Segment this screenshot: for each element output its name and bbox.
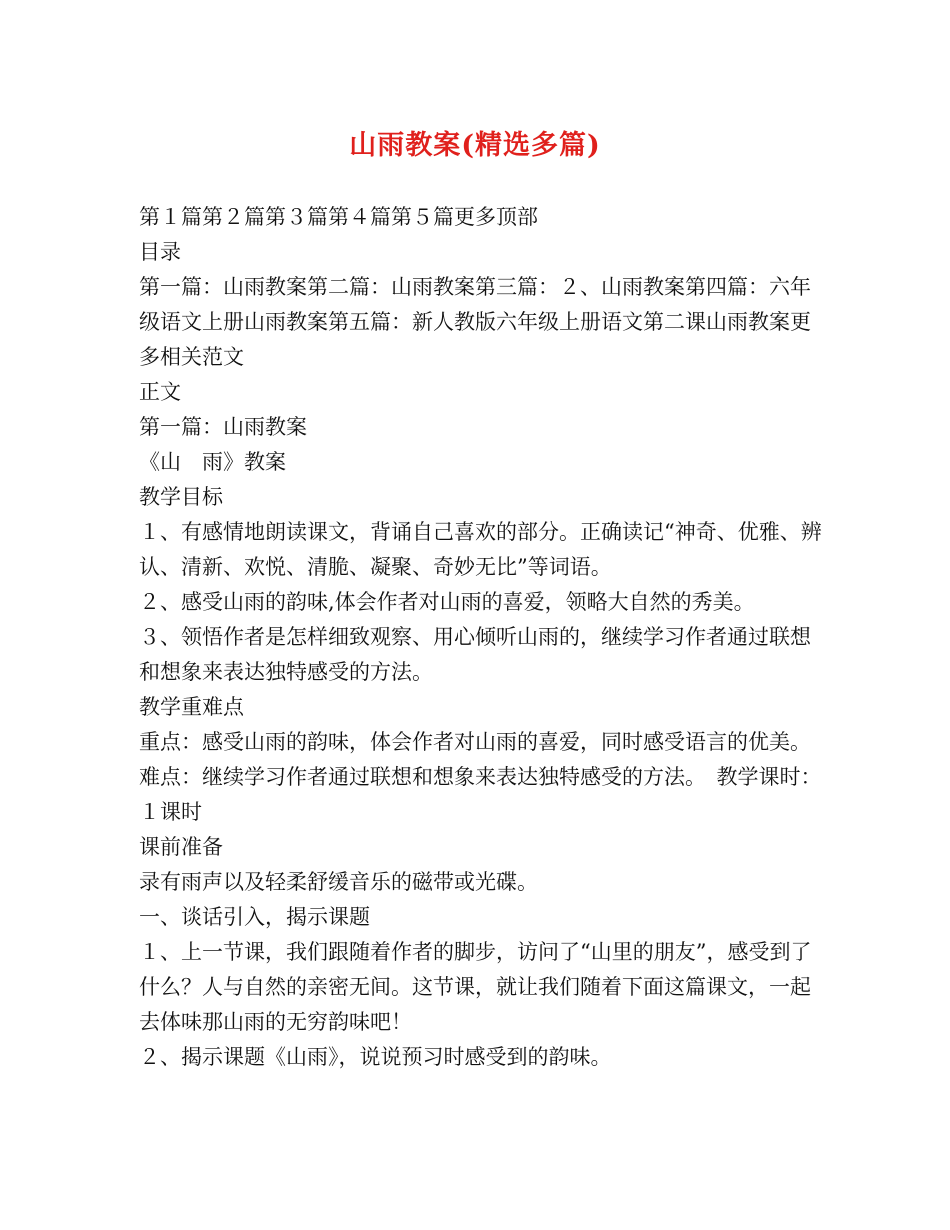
section-nav-links: 第１篇第２篇第３篇第４篇第５篇更多顶部 (139, 205, 538, 229)
intro-item-1: １、上一节课，我们跟随着作者的脚步，访问了“山里的朋友”，感受到了什么？人与自然的亲密无间。这节课，就让我们随着下面这篇课文，一起去体味那山雨的无穷韵味吧！ (139, 940, 812, 1034)
goal-item-1: １、有感情地朗读课文，背诵自己喜欢的部分。正确读记“神奇、优雅、辨认、清新、欢悦、清脆、凝聚、奇妙无比”等词语。 (139, 520, 822, 579)
section-heading-preparation: 课前准备 (139, 835, 223, 859)
chapter-heading: 第一篇：山雨教案 (139, 415, 307, 439)
lesson-title: 《山 雨》教案 (139, 450, 286, 474)
goal-item-2: ２、感受山雨的韵味,体会作者对山雨的喜爱，领略大自然的秀美。 (139, 590, 755, 614)
section-heading-goals: 教学目标 (139, 485, 223, 509)
toc-heading: 目录 (139, 240, 181, 264)
difficult-point: 难点：继续学习作者通过联想和想象来表达独特感受的方法。 教学课时：１课时 (139, 765, 822, 824)
goal-item-3: ３、领悟作者是怎样细致观察、用心倾听山雨的，继续学习作者通过联想和想象来表达独特感受的方法。 (139, 625, 811, 684)
section-heading-key-points: 教学重难点 (139, 695, 244, 719)
toc-content: 第一篇：山雨教案第二篇：山雨教案第三篇：２、山雨教案第四篇：六年级语文上册山雨教案第五篇：新人教版六年级上册语文第二课山雨教案更多相关范文 (139, 275, 811, 369)
main-text-heading: 正文 (139, 380, 181, 404)
preparation-text: 录有雨声以及轻柔舒缓音乐的磁带或光碟。 (139, 870, 538, 894)
intro-item-2: ２、揭示课题《山雨》，说说预习时感受到的韵味。 (139, 1045, 612, 1069)
key-point: 重点：感受山雨的韵味，体会作者对山雨的喜爱，同时感受语言的优美。 (139, 730, 811, 754)
document-title: 山雨教案(精选多篇) (349, 130, 601, 161)
document-body (139, 200, 829, 1075)
section-heading-intro: 一、谈话引入，揭示课题 (139, 905, 370, 929)
